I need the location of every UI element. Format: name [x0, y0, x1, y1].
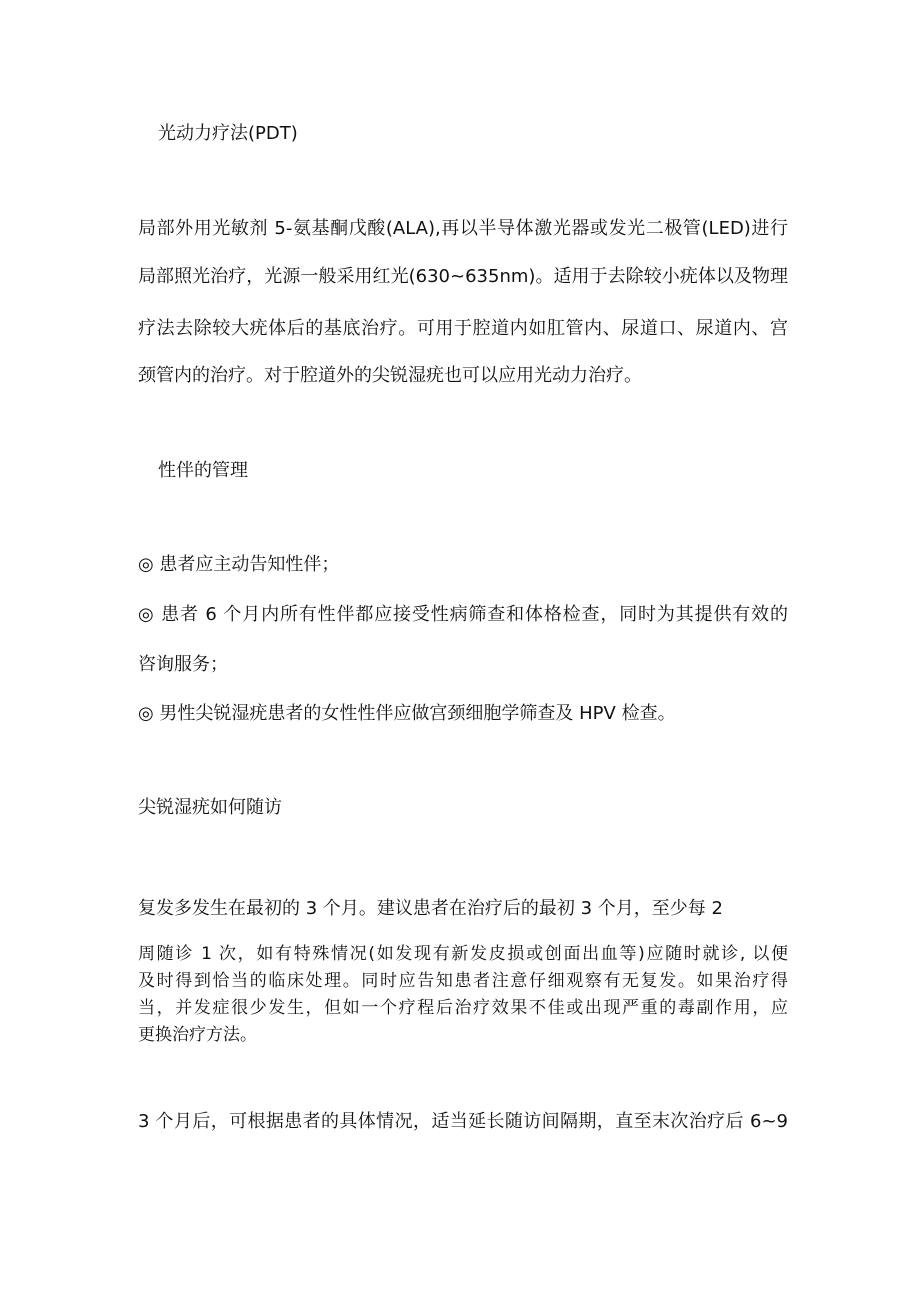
partner-item-2-cont: 咨询服务；	[138, 654, 228, 675]
followup-para-2	[138, 941, 788, 1049]
followup-para-2-line-2: 及时得到恰当的临床处理。同时应告知患者注意仔细观察有无复发。如果治疗得	[138, 971, 788, 991]
partner-item-1: ◎ 患者应主动告知性伴；	[138, 554, 340, 575]
section-title-partner: 性伴的管理	[158, 460, 248, 481]
pdt-line-4: 颈管内的治疗。对于腔道外的尖锐湿疣也可以应用光动力治疗。	[138, 365, 642, 386]
followup-para-2-line-1: 周随诊 1 次，如有特殊情况(如发现有新发皮损或创面出血等)应随时就诊, 以便	[138, 944, 788, 964]
partner-item-2: ◎ 患者 6 个月内所有性伴都应接受性病筛查和体格检查，同时为其提供有效的	[138, 604, 788, 625]
partner-item-3: ◎ 男性尖锐湿疣患者的女性性伴应做宫颈细胞学筛查及 HPV 检查。	[138, 703, 676, 724]
pdt-line-1: 局部外用光敏剂 5-氨基酮戊酸(ALA),再以半导体激光器或发光二极管(LED)进行	[138, 218, 788, 239]
followup-para-3: 3 个月后，可根据患者的具体情况，适当延长随访间隔期，直至末次治疗后 6~9	[138, 1111, 788, 1132]
followup-para-1: 复发多发生在最初的 3 个月。建议患者在治疗后的最初 3 个月，至少每 2	[138, 898, 723, 919]
section-title-pdt: 光动力疗法(PDT)	[158, 123, 298, 144]
pdt-line-2: 局部照光治疗，光源一般采用红光(630~635nm)。适用于去除较小疣体以及物理	[138, 266, 788, 287]
followup-para-2-line-3: 当，并发症很少发生，但如一个疗程后治疗效果不佳或出现严重的毒副作用，应	[138, 998, 788, 1018]
pdt-line-3: 疗法去除较大疣体后的基底治疗。可用于腔道内如肛管内、尿道口、尿道内、宫	[138, 318, 788, 339]
followup-para-2-line-4: 更换治疗方法。	[138, 1025, 257, 1045]
section-title-followup: 尖锐湿疣如何随访	[138, 797, 282, 818]
